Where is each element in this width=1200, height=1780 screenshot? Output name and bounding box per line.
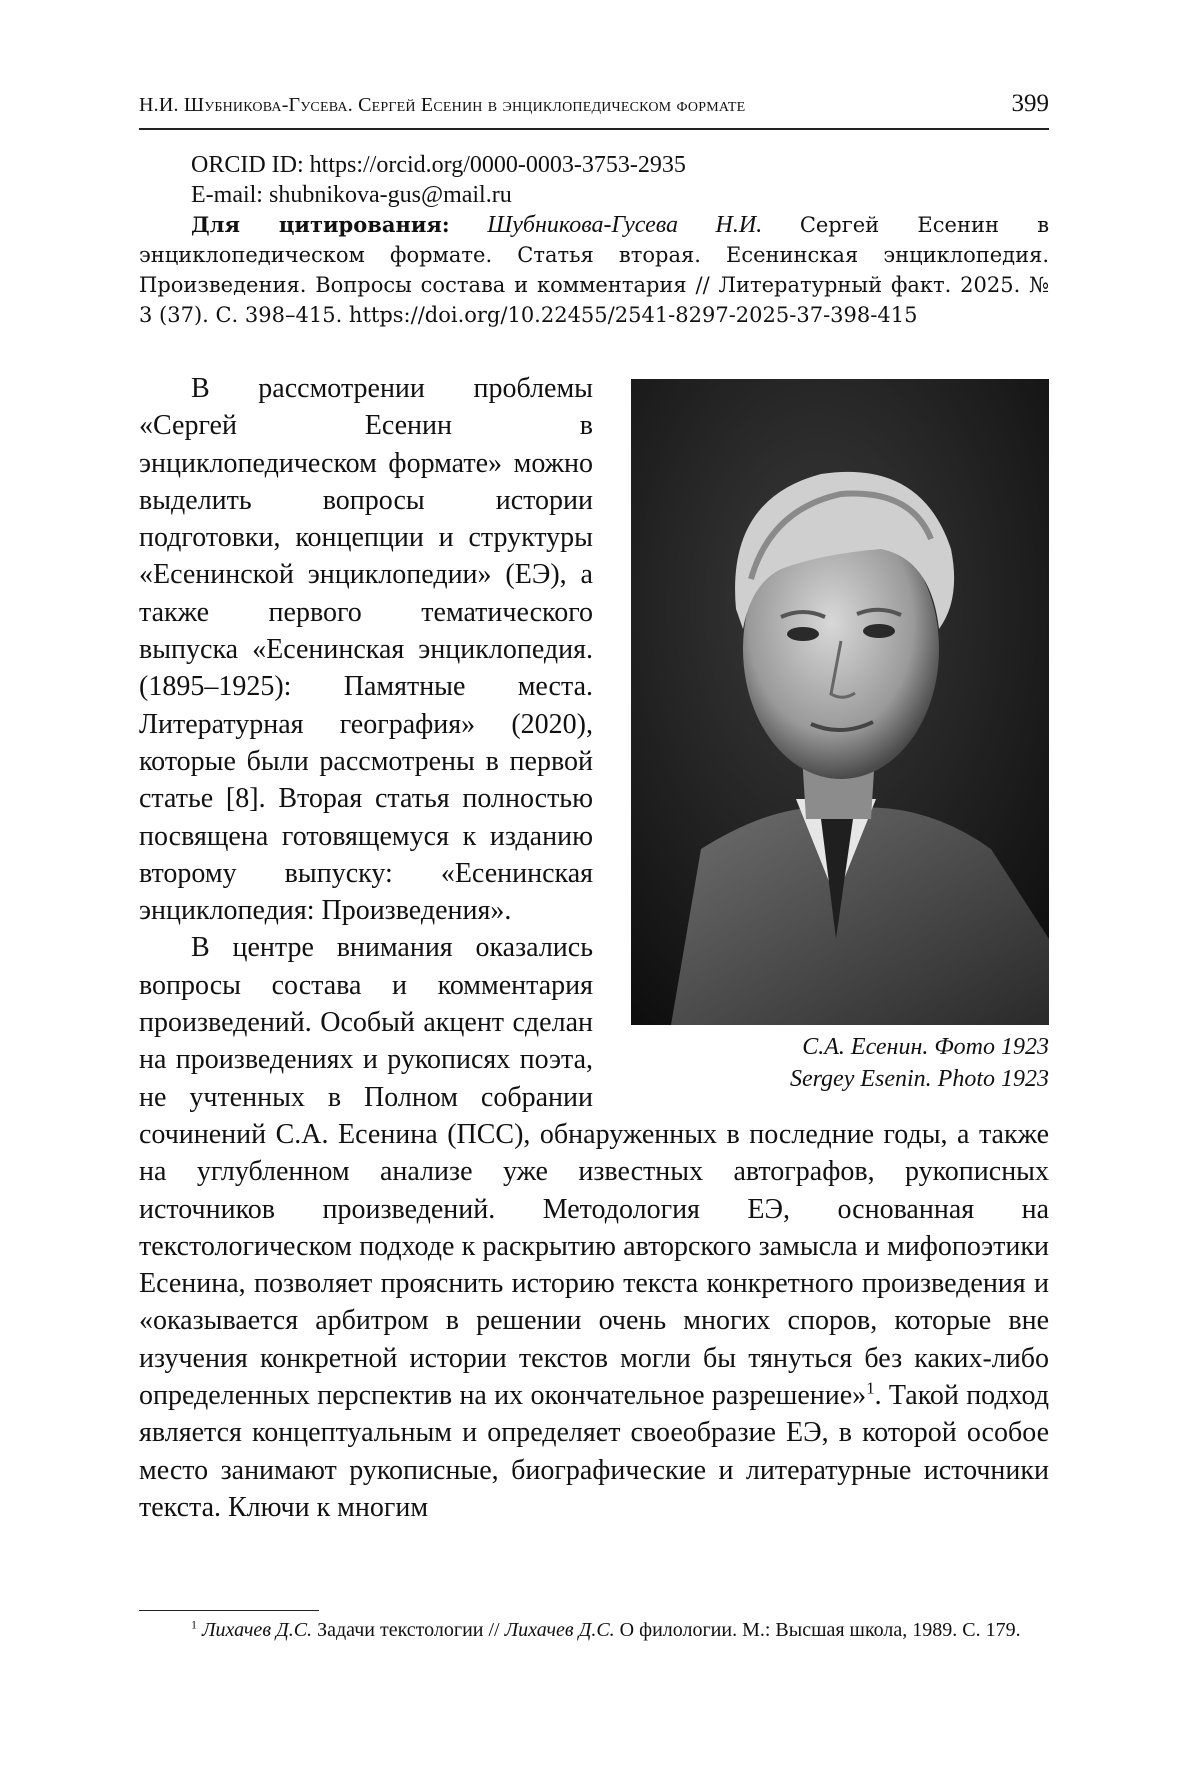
citation-body: Сергей Есенин в энциклопедическом формате. Статья вторая. Есенинская энциклопедия. Произведения. Вопросы состава и комментария // Литературный факт. 2025. № 3 (37). С. 398–415. https://doi.org/10.22455/2541-8297-2025-37-398-415 [139,213,1050,327]
figure [631,379,1049,1095]
citation [139,210,1049,330]
footnote-author-1: Лихачев Д.С. [202,1619,313,1641]
running-title: Н.И. Шубникова-Гусева. Сергей Есенин в энциклопедическом формате [139,94,746,116]
caption-en: Sergey Esenin. Photo 1923 [789,1066,1049,1092]
footnote-ref[interactable]: 1 [866,1378,875,1398]
footnote-text [139,1617,1049,1643]
article-meta [139,150,1049,330]
paragraph-2-part2: . Такой подход является концептуальным и определяет своеобразие ЕЭ, в которой особое место занимают рукописные, биографические и литературные источники текста. Ключи к многим [139,1380,1049,1523]
paragraph-1: В рассмотрении проблемы «Сергей Есенин в энциклопедическом формате» можно выделить вопросы истории подготовки, концепции и структуры «Есенинской энциклопедии» (ЕЭ), а также первого тематического выпуска «Есенинская энциклопедия. (1895–1925): Памятные места. Литературная география» (2020), которые были рассмотрены в первой статье [8]. Вторая статья полностью посвящена готовящемуся к изданию второму выпуску: «Есенинская энциклопедия: Произведения». [139,373,593,927]
footnote-mark: 1 [191,1617,197,1632]
figure-caption [631,1031,1049,1095]
email-line: E-mail: shubnikova-gus@mail.ru [191,182,512,208]
paragraph-2-part1: В центре внимания оказались вопросы состава и комментария произведений. Особый акцент сделан на произведениях и рукописях поэта, не учтенных в Полном собрании сочинений С.А. Есенина (ПСС), обнаруженных в последние годы, а также на углубленном анализе уже известных автографов, рукописных источников произведений. Методология ЕЭ, основанная на текстологическом подходе к раскрытию авторского замысла и мифопоэтики Есенина, позволяет прояснить историю текста конкретного произведения и «оказывается арбитром в решении очень многих споров, которые вне изучения конкретной истории текстов могли бы тянуться без каких-либо определенных перспектив на их окончательное разрешение» [139,932,1049,1412]
citation-author: Шубникова-Гусева Н.И. [487,212,763,238]
running-head [139,88,1049,130]
footnote-rest: О филологии. М.: Высшая школа, 1989. С. 179. [614,1619,1021,1641]
footnote-rule [139,1610,319,1611]
footnote-title: Задачи текстологии // [312,1619,505,1641]
portrait-photo [631,379,1049,1025]
footnote-author-2: Лихачев Д.С. [504,1619,615,1641]
caption-ru: С.А. Есенин. Фото 1923 [802,1034,1049,1060]
footnote [139,1610,1049,1643]
citation-label: Для цитирования: [191,212,450,237]
page-number: 399 [1011,90,1049,117]
orcid-line: ORCID ID: https://orcid.org/0000-0003-3753-2935 [191,152,686,178]
article-body [139,370,1049,1526]
